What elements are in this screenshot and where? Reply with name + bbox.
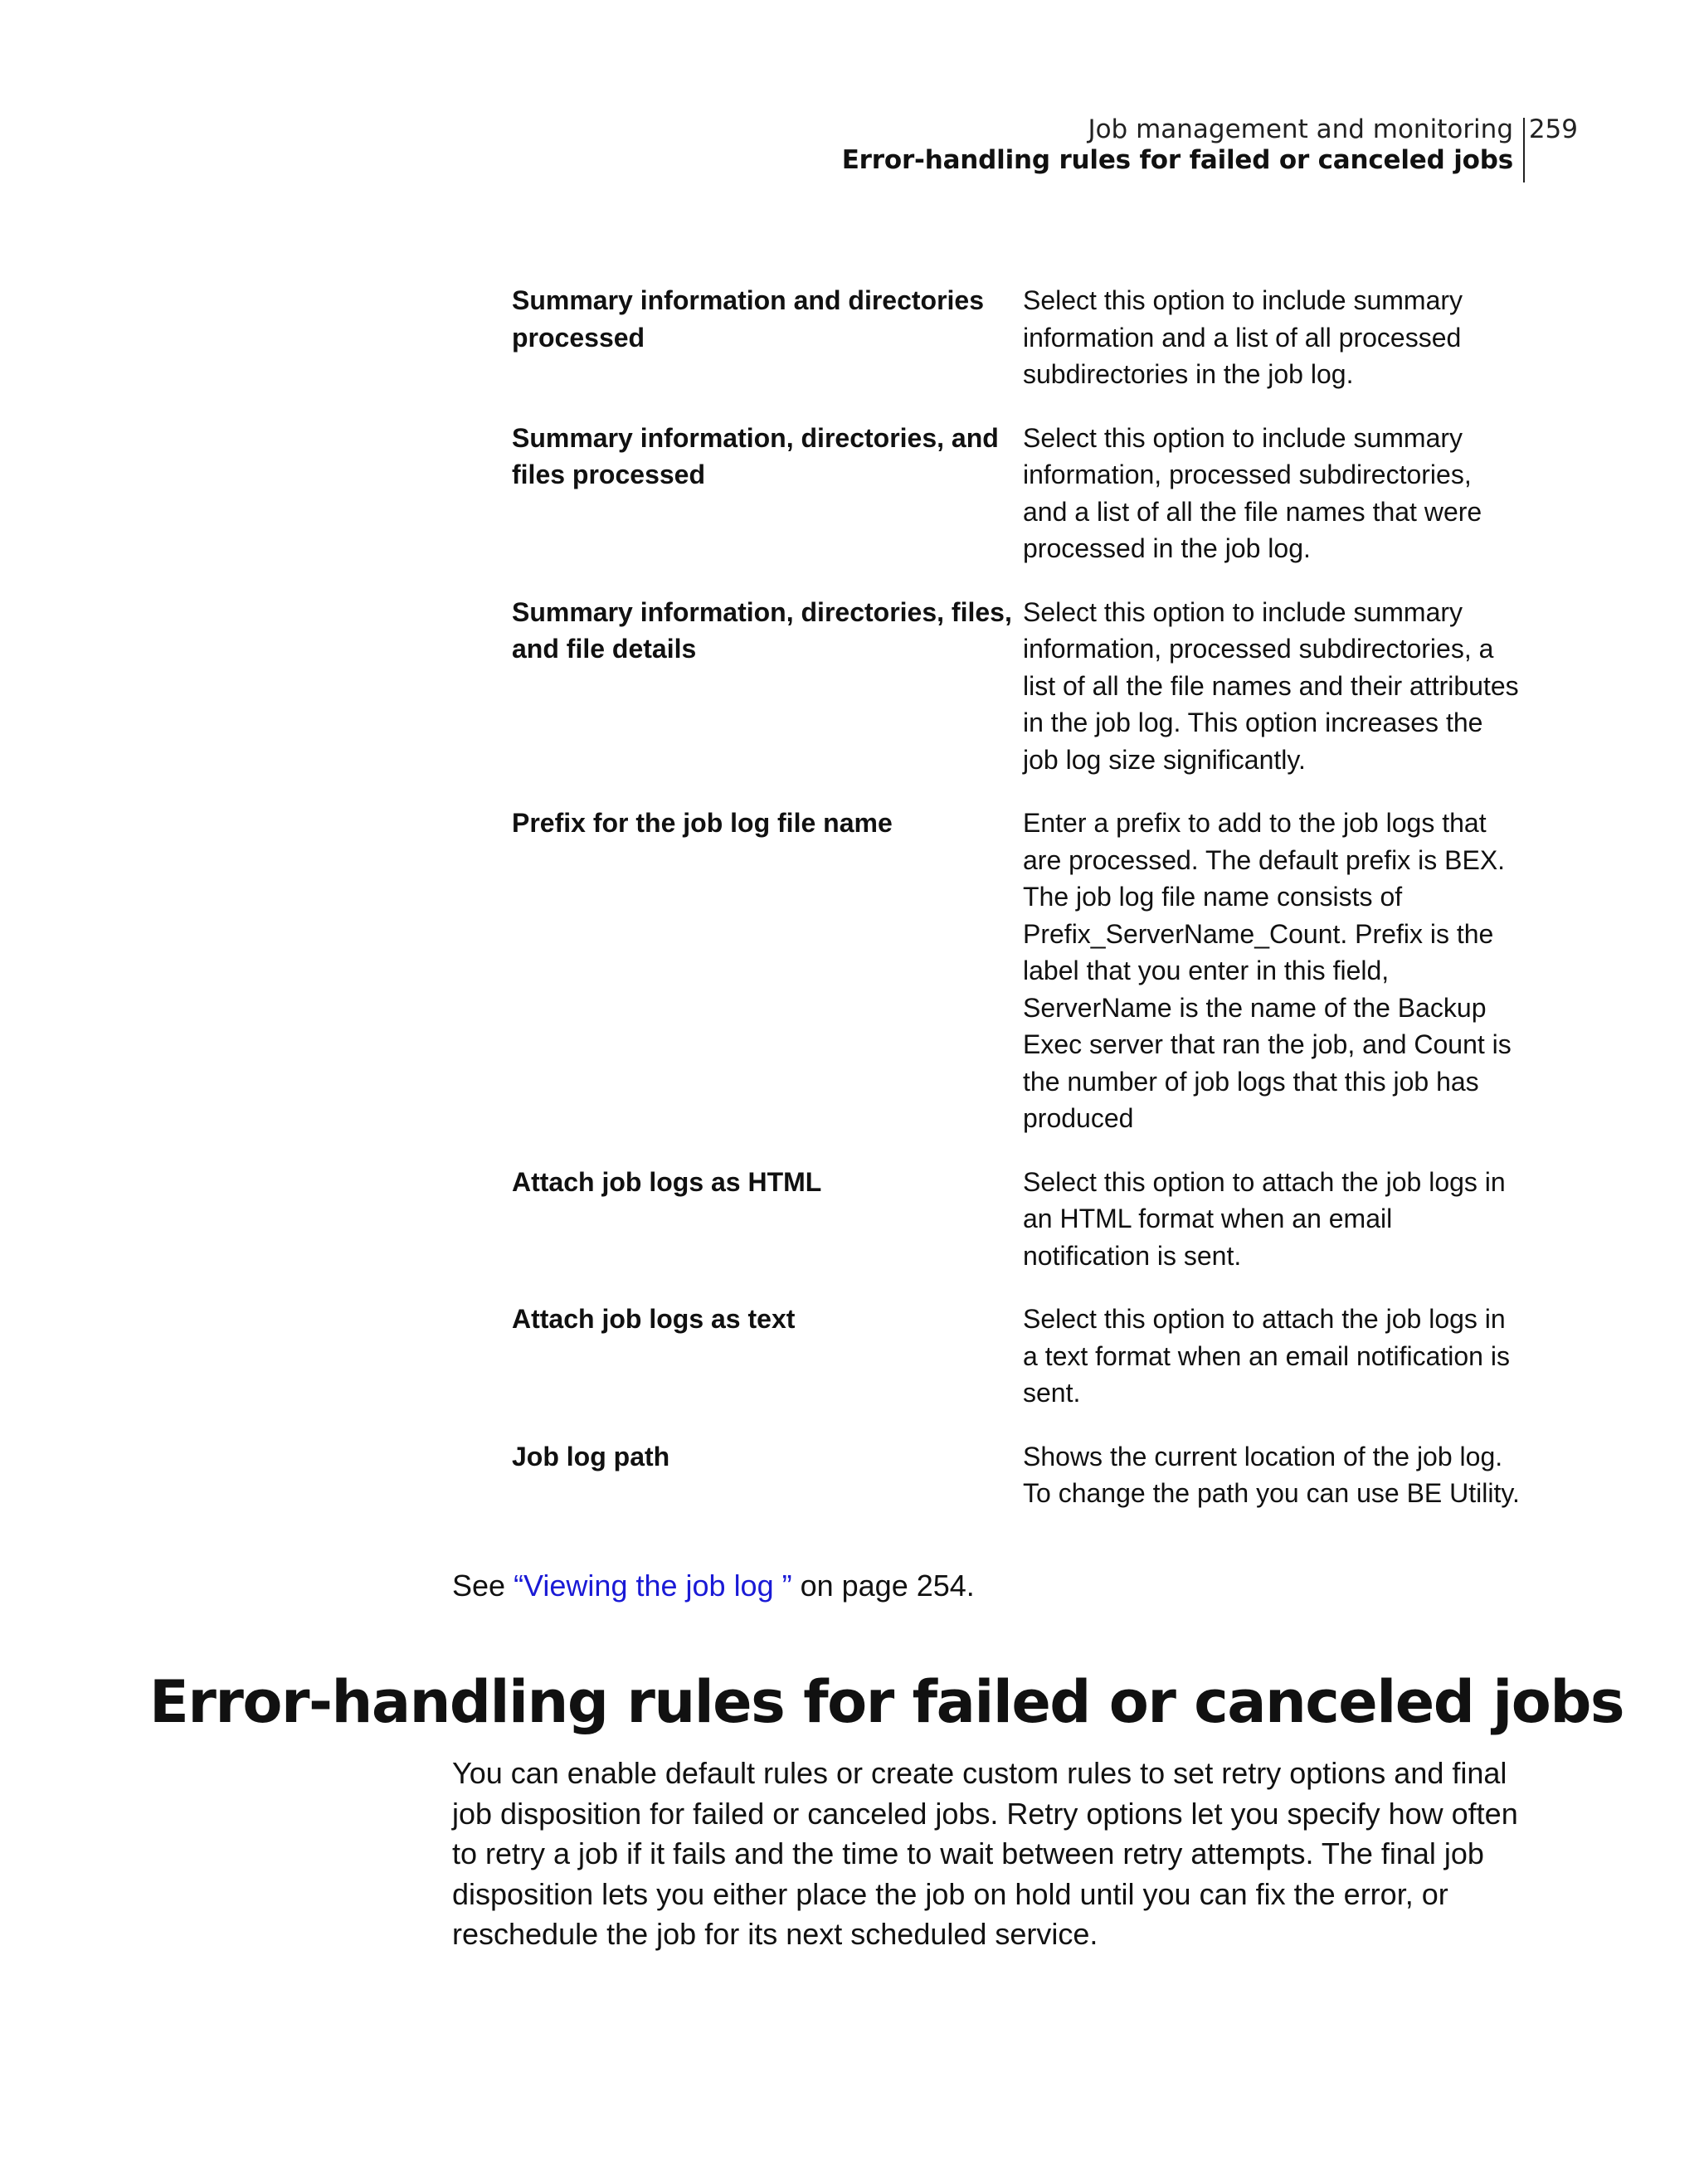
section-body-paragraph: You can enable default rules or create custom rules to set retry options and final job disposition for failed or canceled jobs. Retry options let you specify how often to retry a job if it fails and the time to wait between retry attempts. The final job disposition lets you either place the job on hold until you can fix the error, or reschedule the job for its next scheduled service.	[452, 1756, 1518, 1951]
running-header-chapter: Job management and monitoring	[1088, 114, 1513, 144]
option-description: Shows the current location of the job log. To change the path you can use BE Utility.	[1023, 1441, 1520, 1508]
option-description: Select this option to attach the job logs in an HTML format when an email notification is sent.	[1023, 1166, 1506, 1271]
option-row	[512, 282, 1541, 393]
see-also-reference	[452, 1567, 975, 1605]
viewing-job-log-link[interactable]: “Viewing the job log ”	[514, 1569, 792, 1603]
running-header-section: Error-handling rules for failed or canceled jobs	[841, 145, 1513, 175]
page-number: 259	[1528, 114, 1578, 144]
running-header-text	[842, 114, 1513, 176]
option-row	[512, 594, 1541, 779]
option-description: Select this option to include summary information, processed subdirectories, a list of all the file names and their attributes in the job log. This option increases the job log size significantly.	[1023, 596, 1519, 775]
option-row	[512, 1164, 1541, 1275]
option-description: Select this option to include summary information, processed subdirectories, and a list of all the file names that were processed in the job log.	[1023, 422, 1482, 563]
option-label: Job log path	[512, 1441, 670, 1471]
option-description: Select this option to attach the job logs in a text format when an email notification is sent.	[1023, 1304, 1510, 1408]
see-also-suffix: on page 254.	[791, 1569, 975, 1603]
option-row	[512, 805, 1541, 1137]
option-row	[512, 420, 1541, 567]
option-description: Enter a prefix to add to the job logs that are processed. The default prefix is BEX. The job log file name consists of Prefix_ServerName_Count. Prefix is the label that you enter in this field, ServerName is the name of the Backup Exec server that ran the job, and Count is the number of job logs that this job has produced	[1023, 808, 1512, 1133]
section-heading: Error-handling rules for failed or canceled jobs	[149, 1668, 1624, 1736]
option-label: Prefix for the job log file name	[512, 808, 893, 838]
options-table	[512, 282, 1541, 1539]
option-label: Attach job logs as HTML	[512, 1166, 822, 1197]
header-divider	[1523, 118, 1525, 182]
option-row	[512, 1438, 1541, 1512]
see-also-prefix: See	[452, 1569, 514, 1603]
option-description: Select this option to include summary information and a list of all processed subdirectories in the job log.	[1023, 285, 1463, 389]
option-label: Summary information, directories, and files processed	[512, 422, 999, 489]
option-row	[512, 1301, 1541, 1412]
option-label: Summary information and directories processed	[512, 285, 985, 353]
option-label: Attach job logs as text	[512, 1304, 796, 1334]
running-header	[544, 114, 1578, 186]
option-label: Summary information, directories, files, and file details	[512, 596, 1012, 664]
